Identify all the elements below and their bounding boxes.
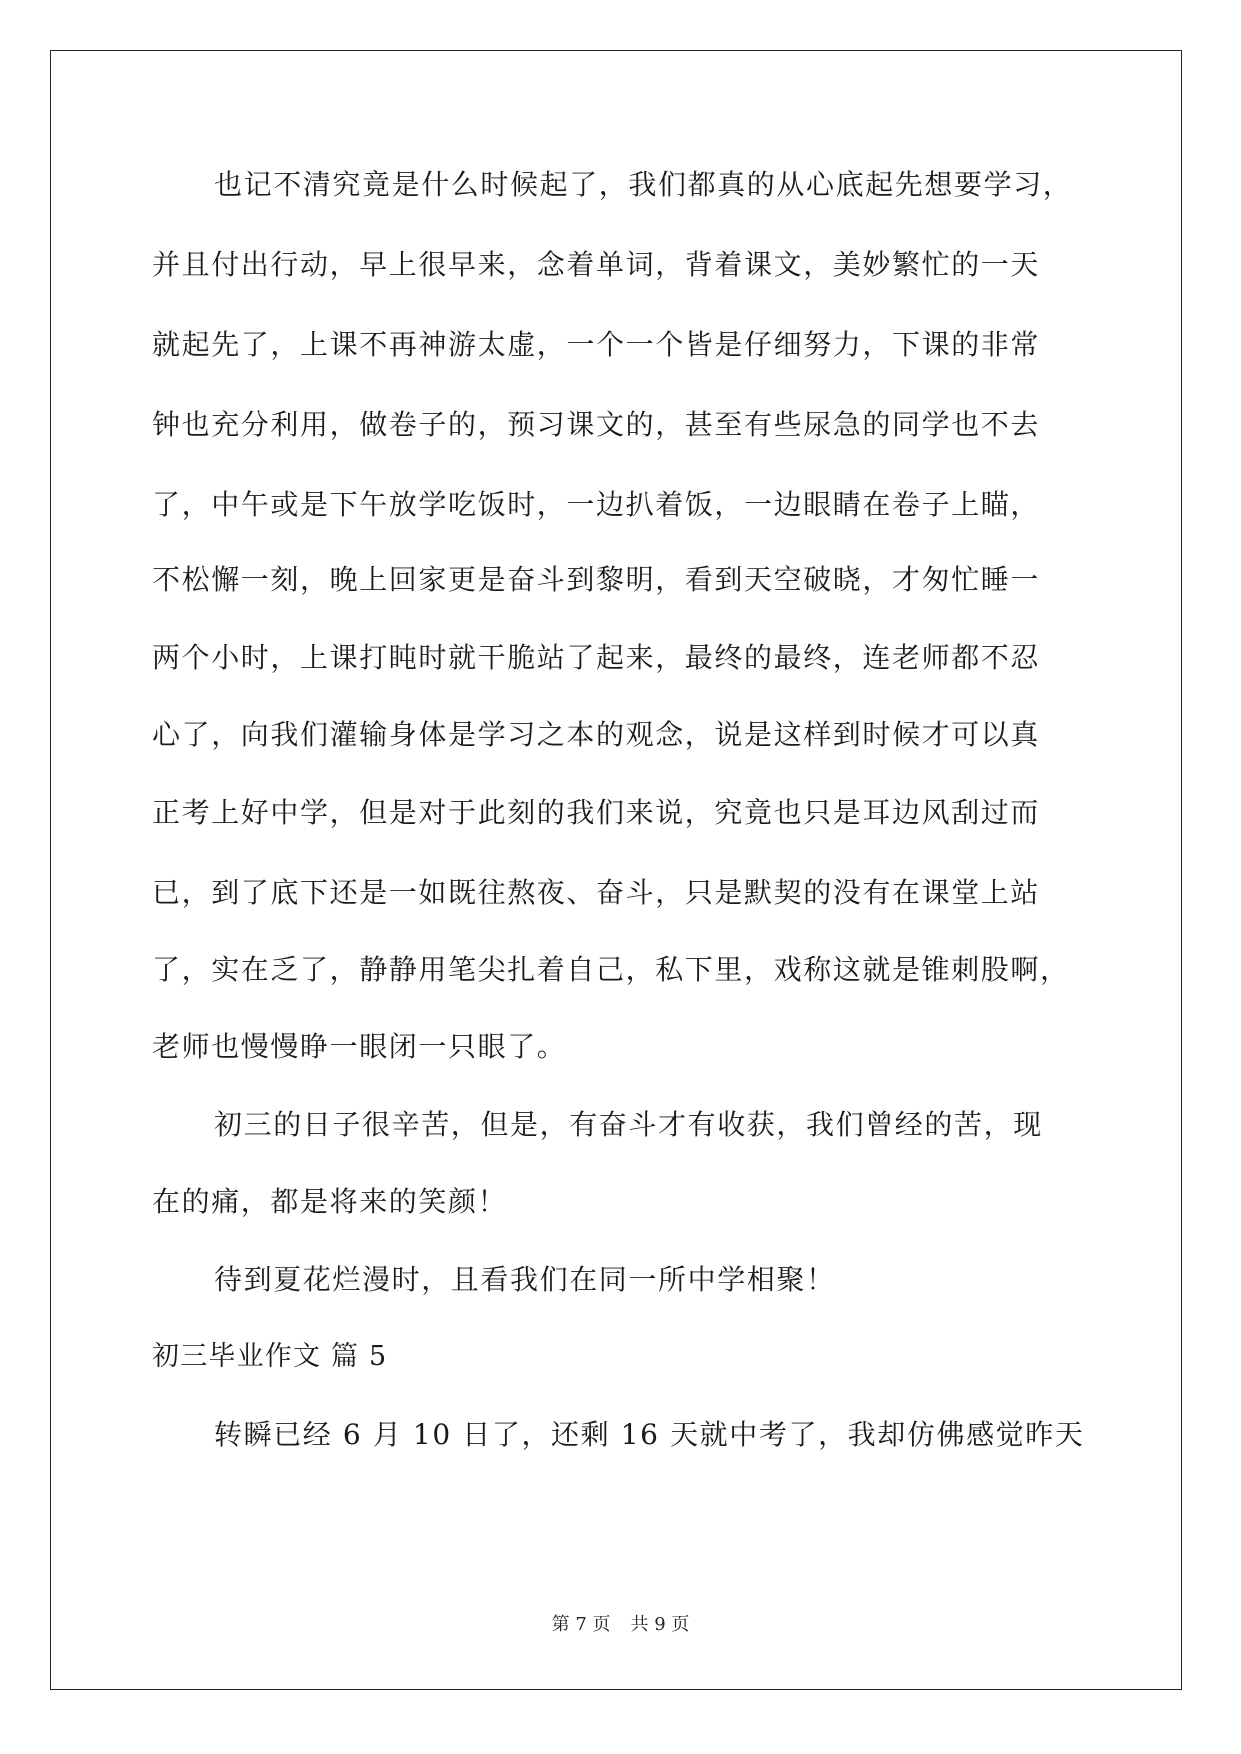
paragraph-line: 并且付出行动，早上很早来，念着单词，背着课文，美妙繁忙的一天 — [152, 248, 1041, 281]
paragraph-line: 心了，向我们灌输身体是学习之本的观念，说是这样到时候才可以真 — [152, 718, 1041, 751]
paragraph-line: 了，中午或是下午放学吃饭时，一边扒着饭，一边眼睛在卷子上瞄， — [152, 488, 1041, 521]
paragraph-line: 也记不清究竟是什么时候起了，我们都真的从心底起先想要学习， — [214, 168, 1073, 201]
paragraph-line: 正考上好中学，但是对于此刻的我们来说，究竟也只是耳边风刮过而 — [152, 796, 1041, 829]
page-footer — [0, 1610, 1241, 1636]
paragraph-line: 在的痛，都是将来的笑颜！ — [152, 1185, 508, 1218]
page-total: 共 9 页 — [630, 1614, 690, 1635]
paragraph-line: 不松懈一刻，晚上回家更是奋斗到黎明，看到天空破晓，才匆忙睡一 — [152, 563, 1041, 596]
paragraph-line: 两个小时，上课打盹时就干脆站了起来，最终的最终，连老师都不忍 — [152, 641, 1041, 674]
page-number: 第 7 页 — [551, 1614, 611, 1635]
paragraph-line: 钟也充分利用，做卷子的，预习课文的，甚至有些尿急的同学也不去 — [152, 408, 1041, 441]
section-heading: 初三毕业作文 篇 5 — [152, 1341, 388, 1372]
paragraph-line: 待到夏花烂漫时，且看我们在同一所中学相聚！ — [214, 1263, 836, 1296]
paragraph-line: 初三的日子很辛苦，但是，有奋斗才有收获，我们曾经的苦，现 — [214, 1108, 1043, 1141]
paragraph-line: 老师也慢慢睁一眼闭一只眼了。 — [152, 1030, 567, 1063]
paragraph-line: 了，实在乏了，静静用笔尖扎着自己，私下里，戏称这就是锥刺股啊， — [152, 953, 1070, 986]
paragraph-line: 转瞬已经 6 月 10 日了，还剩 16 天就中考了，我却仿佛感觉昨天 — [214, 1418, 1085, 1451]
paragraph-line: 已，到了底下还是一如既往熬夜、奋斗，只是默契的没有在课堂上站 — [152, 876, 1041, 909]
paragraph-line: 就起先了，上课不再神游太虚，一个一个皆是仔细努力，下课的非常 — [152, 328, 1041, 361]
